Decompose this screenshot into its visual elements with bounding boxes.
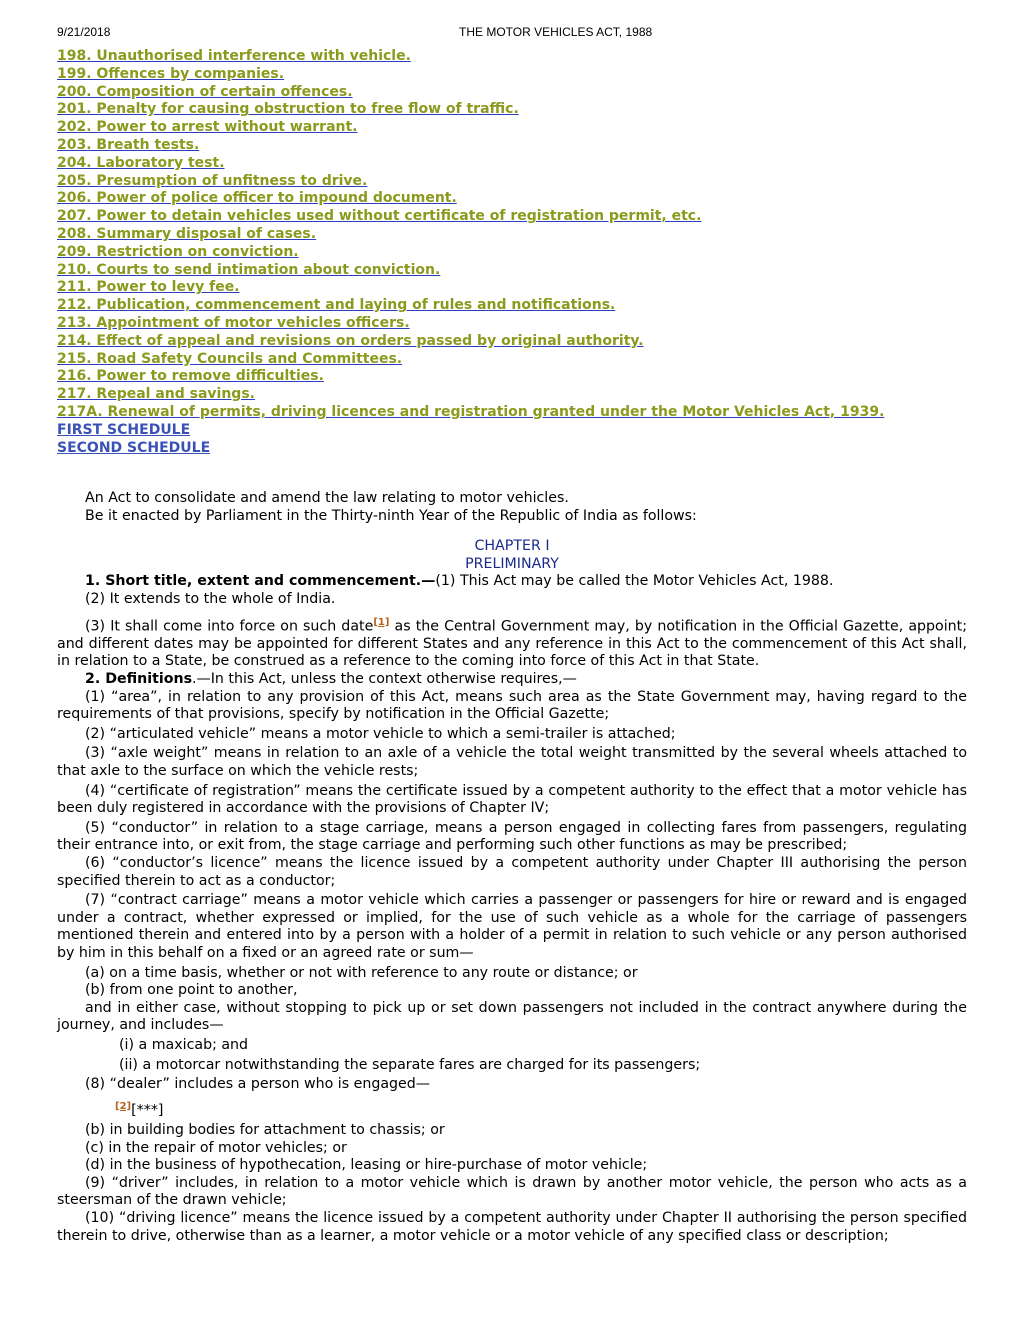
section-1-para-3-start: (3) It shall come into force on such date — [85, 618, 374, 635]
toc-link-212[interactable]: 212. Publication, commencement and laying of rules and notifications. — [57, 297, 616, 314]
toc-link-209[interactable]: 209. Restriction on conviction. — [57, 243, 299, 260]
definition-7-clause-a: (a) on a time basis, whether or not with reference to any route or distance; or — [85, 964, 638, 981]
toc-link-202[interactable]: 202. Power to arrest without warrant. — [57, 119, 358, 136]
print-date: 9/21/2018 — [57, 25, 111, 39]
footnote-link-2[interactable]: [2] — [115, 1100, 132, 1112]
definition-9: (9) “driver” includes, in relation to a motor vehicle which is drawn by another motor vehicle, the person who acts as a steersman of the drawn vehicle; — [57, 1174, 967, 1209]
chapter-number: CHAPTER I — [474, 538, 550, 555]
definition-3: (3) “axle weight” means in relation to an axle of a vehicle the total weight transmitted by the several wheels attached to that axle to the surface on which the vehicle rests; — [57, 745, 967, 780]
toc-link-198[interactable]: 198. Unauthorised interference with vehicle. — [57, 48, 411, 64]
definition-5: (5) “conductor” in relation to a stage carriage, means a person engaged in collecting fares from passengers, regulating their entrance into, or exit from, the stage carriage and performing such other functions as may be prescribed; — [57, 819, 967, 854]
enactment-clause: Be it enacted by Parliament in the Thirty-ninth Year of the Republic of India as follows: — [85, 507, 697, 524]
toc-link-217a[interactable]: 217A. Renewal of permits, driving licences and registration granted under the Motor Vehicles Act, 1939. — [57, 403, 885, 420]
omitted-marker: [***] — [131, 1102, 164, 1119]
toc-link-first-schedule[interactable]: FIRST SCHEDULE — [57, 421, 191, 438]
section-1-para-3-end: as the Central Government may, by notification in the Official Gazette, appoint; and different dates may be appointed for different States and any reference in this Act to the commencement of this Act shall, in relation to a State, be construed as a reference to the coming into force of this Act in that State. — [57, 618, 967, 670]
section-1-para-1 — [57, 573, 967, 591]
toc-link-216[interactable]: 216. Power to remove difficulties. — [57, 368, 324, 385]
toc-link-206[interactable]: 206. Power of police officer to impound document. — [57, 190, 457, 207]
definition-6: (6) “conductor’s licence” means the licence issued by a competent authority under Chapter III authorising the person specified therein to act as a conductor; — [57, 855, 967, 889]
toc-link-205[interactable]: 205. Presumption of unfitness to drive. — [57, 172, 368, 189]
preamble-line: An Act to consolidate and amend the law relating to motor vehicles. — [85, 490, 569, 506]
section-2-intro-text: .—In this Act, unless the context otherwise requires,— — [192, 671, 577, 688]
act-body — [57, 490, 967, 1245]
definition-7-clause-b: (b) from one point to another, — [85, 982, 298, 999]
toc-link-203[interactable]: 203. Breath tests. — [57, 136, 200, 153]
toc-link-214[interactable]: 214. Effect of appeal and revisions on orders passed by original authority. — [57, 332, 644, 349]
toc-link-213[interactable]: 213. Appointment of motor vehicles officers. — [57, 314, 410, 331]
definition-7: (7) “contract carriage” means a motor vehicle which carries a passenger or passengers for hire or reward and is engaged under a contract, whether expressed or implied, for the use of such vehicle as a whole for the carriage of passengers mentioned therein and entered into by a person with a holder of a permit in relation to such vehicle or any person authorised by him in this behalf on a fixed or an agreed rate or sum— — [57, 892, 967, 961]
toc-link-second-schedule[interactable]: SECOND SCHEDULE — [57, 439, 211, 456]
section-2-heading: 2. Definitions — [85, 671, 193, 688]
toc-link-217[interactable]: 217. Repeal and savings. — [57, 386, 255, 403]
definition-2: (2) “articulated vehicle” means a motor vehicle to which a semi-trailer is attached; — [85, 725, 676, 742]
definition-8-clause-a — [57, 1098, 967, 1120]
toc-link-210[interactable]: 210. Courts to send intimation about conviction. — [57, 261, 441, 278]
footnote-link-1[interactable]: [1] — [373, 616, 390, 628]
toc-link-204[interactable]: 204. Laboratory test. — [57, 154, 225, 171]
definition-7-item-i: (i) a maxicab; and — [119, 1036, 249, 1053]
definition-8-clause-b: (b) in building bodies for attachment to chassis; or — [85, 1122, 445, 1139]
section-1-text: (1) This Act may be called the Motor Vehicles Act, 1988. — [435, 573, 834, 590]
definition-10: (10) “driving licence” means the licence issued by a competent authority under Chapter II authorising the person specified therein to drive, otherwise than as a learner, a motor vehicle or a motor vehicle of any specified class or description; — [57, 1210, 967, 1244]
section-2-intro — [57, 671, 967, 689]
definition-8: (8) “dealer” includes a person who is engaged— — [85, 1076, 430, 1093]
toc-link-199[interactable]: 199. Offences by companies. — [57, 65, 285, 82]
definition-7-continuation: and in either case, without stopping to pick up or set down passengers not included in the contract anywhere during the journey, and includes— — [57, 999, 967, 1034]
definition-8-clause-d: (d) in the business of hypothecation, leasing or hire-purchase of motor vehicle; — [85, 1157, 648, 1174]
table-of-contents — [57, 48, 977, 457]
document-header-title: THE MOTOR VEHICLES ACT, 1988 — [459, 25, 653, 39]
toc-link-200[interactable]: 200. Composition of certain offences. — [57, 83, 353, 100]
toc-link-208[interactable]: 208. Summary disposal of cases. — [57, 225, 317, 242]
section-1-para-2: (2) It extends to the whole of India. — [85, 590, 336, 607]
section-1-para-3 — [57, 614, 967, 672]
definition-7-item-ii: (ii) a motorcar notwithstanding the separate fares are charged for its passengers; — [119, 1056, 701, 1073]
toc-link-211[interactable]: 211. Power to levy fee. — [57, 279, 240, 296]
section-1-heading: 1. Short title, extent and commencement.— — [85, 573, 436, 590]
definition-1: (1) “area”, in relation to any provision of this Act, means such area as the State Government may, having regard to the requirements of that provisions, specify by notification in the Official Gazette; — [57, 688, 967, 723]
definition-8-clause-c: (c) in the repair of motor vehicles; or — [85, 1139, 347, 1156]
chapter-name: PRELIMINARY — [465, 555, 559, 572]
toc-link-201[interactable]: 201. Penalty for causing obstruction to free flow of traffic. — [57, 101, 519, 118]
definition-4: (4) “certificate of registration” means the certificate issued by a competent authority to the effect that a motor vehicle has been duly registered in accordance with the provisions of Chapter IV; — [57, 782, 967, 817]
toc-link-215[interactable]: 215. Road Safety Councils and Committees. — [57, 350, 403, 367]
toc-link-207[interactable]: 207. Power to detain vehicles used without certificate of registration permit, etc. — [57, 208, 702, 225]
